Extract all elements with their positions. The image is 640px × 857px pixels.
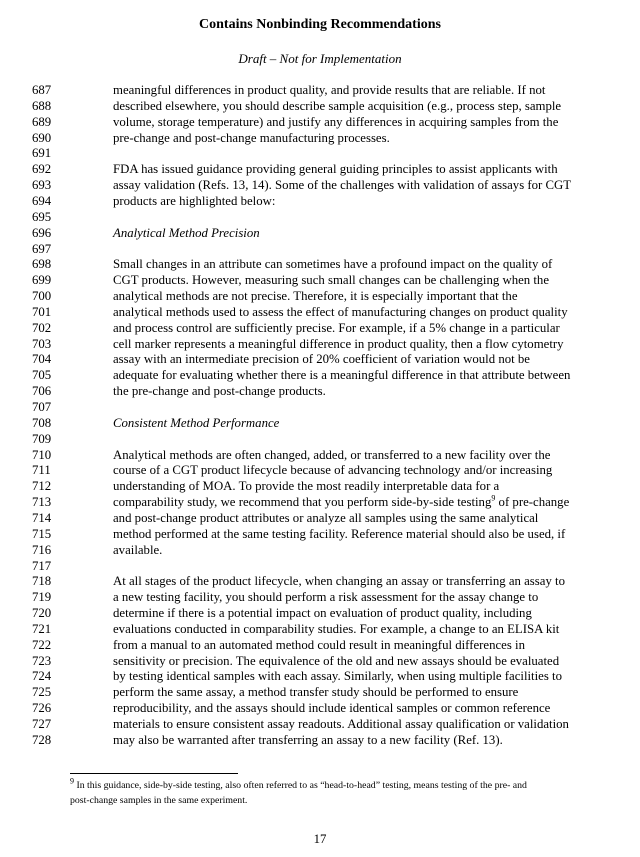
line-number: 700 <box>32 289 52 304</box>
body-text-line: cell marker represents a meaningful difference in product quality, then a flow cytometry <box>113 336 564 351</box>
line-number: 695 <box>32 209 52 224</box>
line-number: 707 <box>32 400 52 414</box>
body-text-line: Analytical methods are often changed, added, or transferred to a new facility over the <box>113 447 551 462</box>
body-text-line: and process control are sufficiently precise. For example, if a 5% change in a particular <box>113 320 560 335</box>
body-text-line: adequate for evaluating whether there is a meaningful difference in that attribute between <box>113 368 571 383</box>
line-number: 712 <box>32 479 52 494</box>
body-text-line: and post-change product attributes or analyze all samples using the same analytical <box>113 510 539 525</box>
body-text-line: assay with an intermediate precision of 20% coefficient of variation would not be <box>113 352 530 367</box>
page-header-title: Contains Nonbinding Recommendations <box>199 17 441 32</box>
line-number: 688 <box>32 98 52 113</box>
body-text-line: meaningful differences in product quality, and provide results that are reliable. If not <box>113 83 546 97</box>
line-number: 701 <box>32 304 52 319</box>
line-number: 715 <box>32 526 52 541</box>
body-text-segment: comparability study, we recommend that you perform side-by-side testing <box>113 495 492 510</box>
line-number: 718 <box>32 574 52 589</box>
body-text-line: volume, storage temperature) and justify any differences in acquiring samples from the <box>113 114 559 129</box>
body-text-line: analytical methods are not precise. Therefore, it is especially important that the <box>113 289 518 304</box>
body-text-line: the pre-change and post-change products. <box>113 384 326 399</box>
body-text-line <box>113 495 610 511</box>
body-text-line: pre-change and post-change manufacturing processes. <box>113 130 390 145</box>
footnote-line-1 <box>70 776 615 793</box>
section-heading: Analytical Method Precision <box>113 225 260 240</box>
body-text-segment: of pre-change <box>495 495 570 510</box>
line-number: 702 <box>32 320 52 335</box>
line-number: 708 <box>32 415 52 430</box>
line-number: 723 <box>32 653 52 668</box>
body-text-line: evaluations conducted in comparability studies. For example, a change to an ELISA kit <box>113 621 560 636</box>
line-number: 719 <box>32 590 52 605</box>
body-text-line: course of a CGT product lifecycle because of advancing technology and/or increasing <box>113 463 553 478</box>
body-text-line: analytical methods used to assess the effect of manufacturing changes on product quality <box>113 304 568 319</box>
line-number: 690 <box>32 130 52 145</box>
line-number: 697 <box>32 241 52 256</box>
line-number: 711 <box>32 463 51 478</box>
line-number: 706 <box>32 384 52 399</box>
line-number: 721 <box>32 621 52 636</box>
body-text-line: from a manual to an automated method could result in meaningful differences in <box>113 637 525 652</box>
line-number: 687 <box>32 83 52 97</box>
page-number: 17 <box>313 832 327 846</box>
line-number: 699 <box>32 273 52 288</box>
body-text-line: method performed at the same testing facility. Reference material should also be used, if <box>113 526 566 541</box>
body-text-line: sensitivity or precision. The equivalence of the old and new assays should be evaluated <box>113 653 560 668</box>
footnote-reference[interactable]: 9 <box>491 493 496 503</box>
line-number: 726 <box>32 701 52 716</box>
body-text-line: reproducibility, and the assays should include identical samples or common reference <box>113 701 551 716</box>
draft-notice: Draft – Not for Implementation <box>238 51 402 66</box>
footnote-divider <box>70 773 238 774</box>
body-text-line: perform the same assay, a method transfer study should be performed to ensure <box>113 685 519 700</box>
body-text-line: available. <box>113 542 163 557</box>
body-text-line: described elsewhere, you should describe sample acquisition (e.g., process step, sample <box>113 98 562 113</box>
line-number: 724 <box>32 669 52 684</box>
line-number: 710 <box>32 447 52 462</box>
line-number: 696 <box>32 225 52 240</box>
body-text-line: materials to ensure consistent assay readouts. Additional assay qualification or validation <box>113 717 569 731</box>
body-text-line: Small changes in an attribute can sometimes have a profound impact on the quality of <box>113 257 553 272</box>
body-text-line: by testing identical samples with each assay. Similarly, when using multiple facilities to <box>113 669 562 684</box>
section-heading: Consistent Method Performance <box>113 415 280 430</box>
line-number: 703 <box>32 336 52 351</box>
line-number: 716 <box>32 542 52 557</box>
line-number: 698 <box>32 257 52 272</box>
footnote-line-2: post-change samples in the same experiment. <box>70 795 248 806</box>
footnote-text-1: In this guidance, side-by-side testing, also often referred to as “head-to-head” testing, means testing of the pre- and <box>74 780 527 791</box>
body-text-line: FDA has issued guidance providing general guiding principles to assist applicants with <box>113 162 558 177</box>
line-number: 693 <box>32 178 52 193</box>
line-number: 717 <box>32 558 52 573</box>
body-text-line: understanding of MOA. To provide the most readily interpretable data for a <box>113 479 500 494</box>
line-number: 704 <box>32 352 52 367</box>
line-number: 713 <box>32 495 52 510</box>
line-number: 689 <box>32 114 52 129</box>
body-text-line: CGT products. However, measuring such small changes can be challenging when the <box>113 273 549 288</box>
line-number: 728 <box>32 732 52 747</box>
line-number: 720 <box>32 606 52 621</box>
line-number: 691 <box>32 146 52 161</box>
line-number: 714 <box>32 510 52 525</box>
body-text-line: assay validation (Refs. 13, 14). Some of the challenges with validation of assays for CGT <box>113 178 572 193</box>
body-text-line: At all stages of the product lifecycle, when changing an assay or transferring an assay to <box>113 574 566 589</box>
body-text-line: determine if there is a potential impact on evaluation of product quality, including <box>113 606 532 621</box>
line-number: 692 <box>32 162 52 177</box>
line-number: 727 <box>32 717 52 731</box>
line-number: 705 <box>32 368 52 383</box>
line-number: 725 <box>32 685 52 700</box>
line-number: 709 <box>32 431 52 446</box>
body-text-line: may also be warranted after transferring an assay to a new facility (Ref. 13). <box>113 732 503 747</box>
body-text-line: products are highlighted below: <box>113 193 276 208</box>
line-number: 722 <box>32 637 52 652</box>
line-number: 694 <box>32 193 52 208</box>
body-text-line: a new testing facility, you should perform a risk assessment for the assay change to <box>113 590 539 605</box>
footnote-marker: 9 <box>70 776 74 786</box>
